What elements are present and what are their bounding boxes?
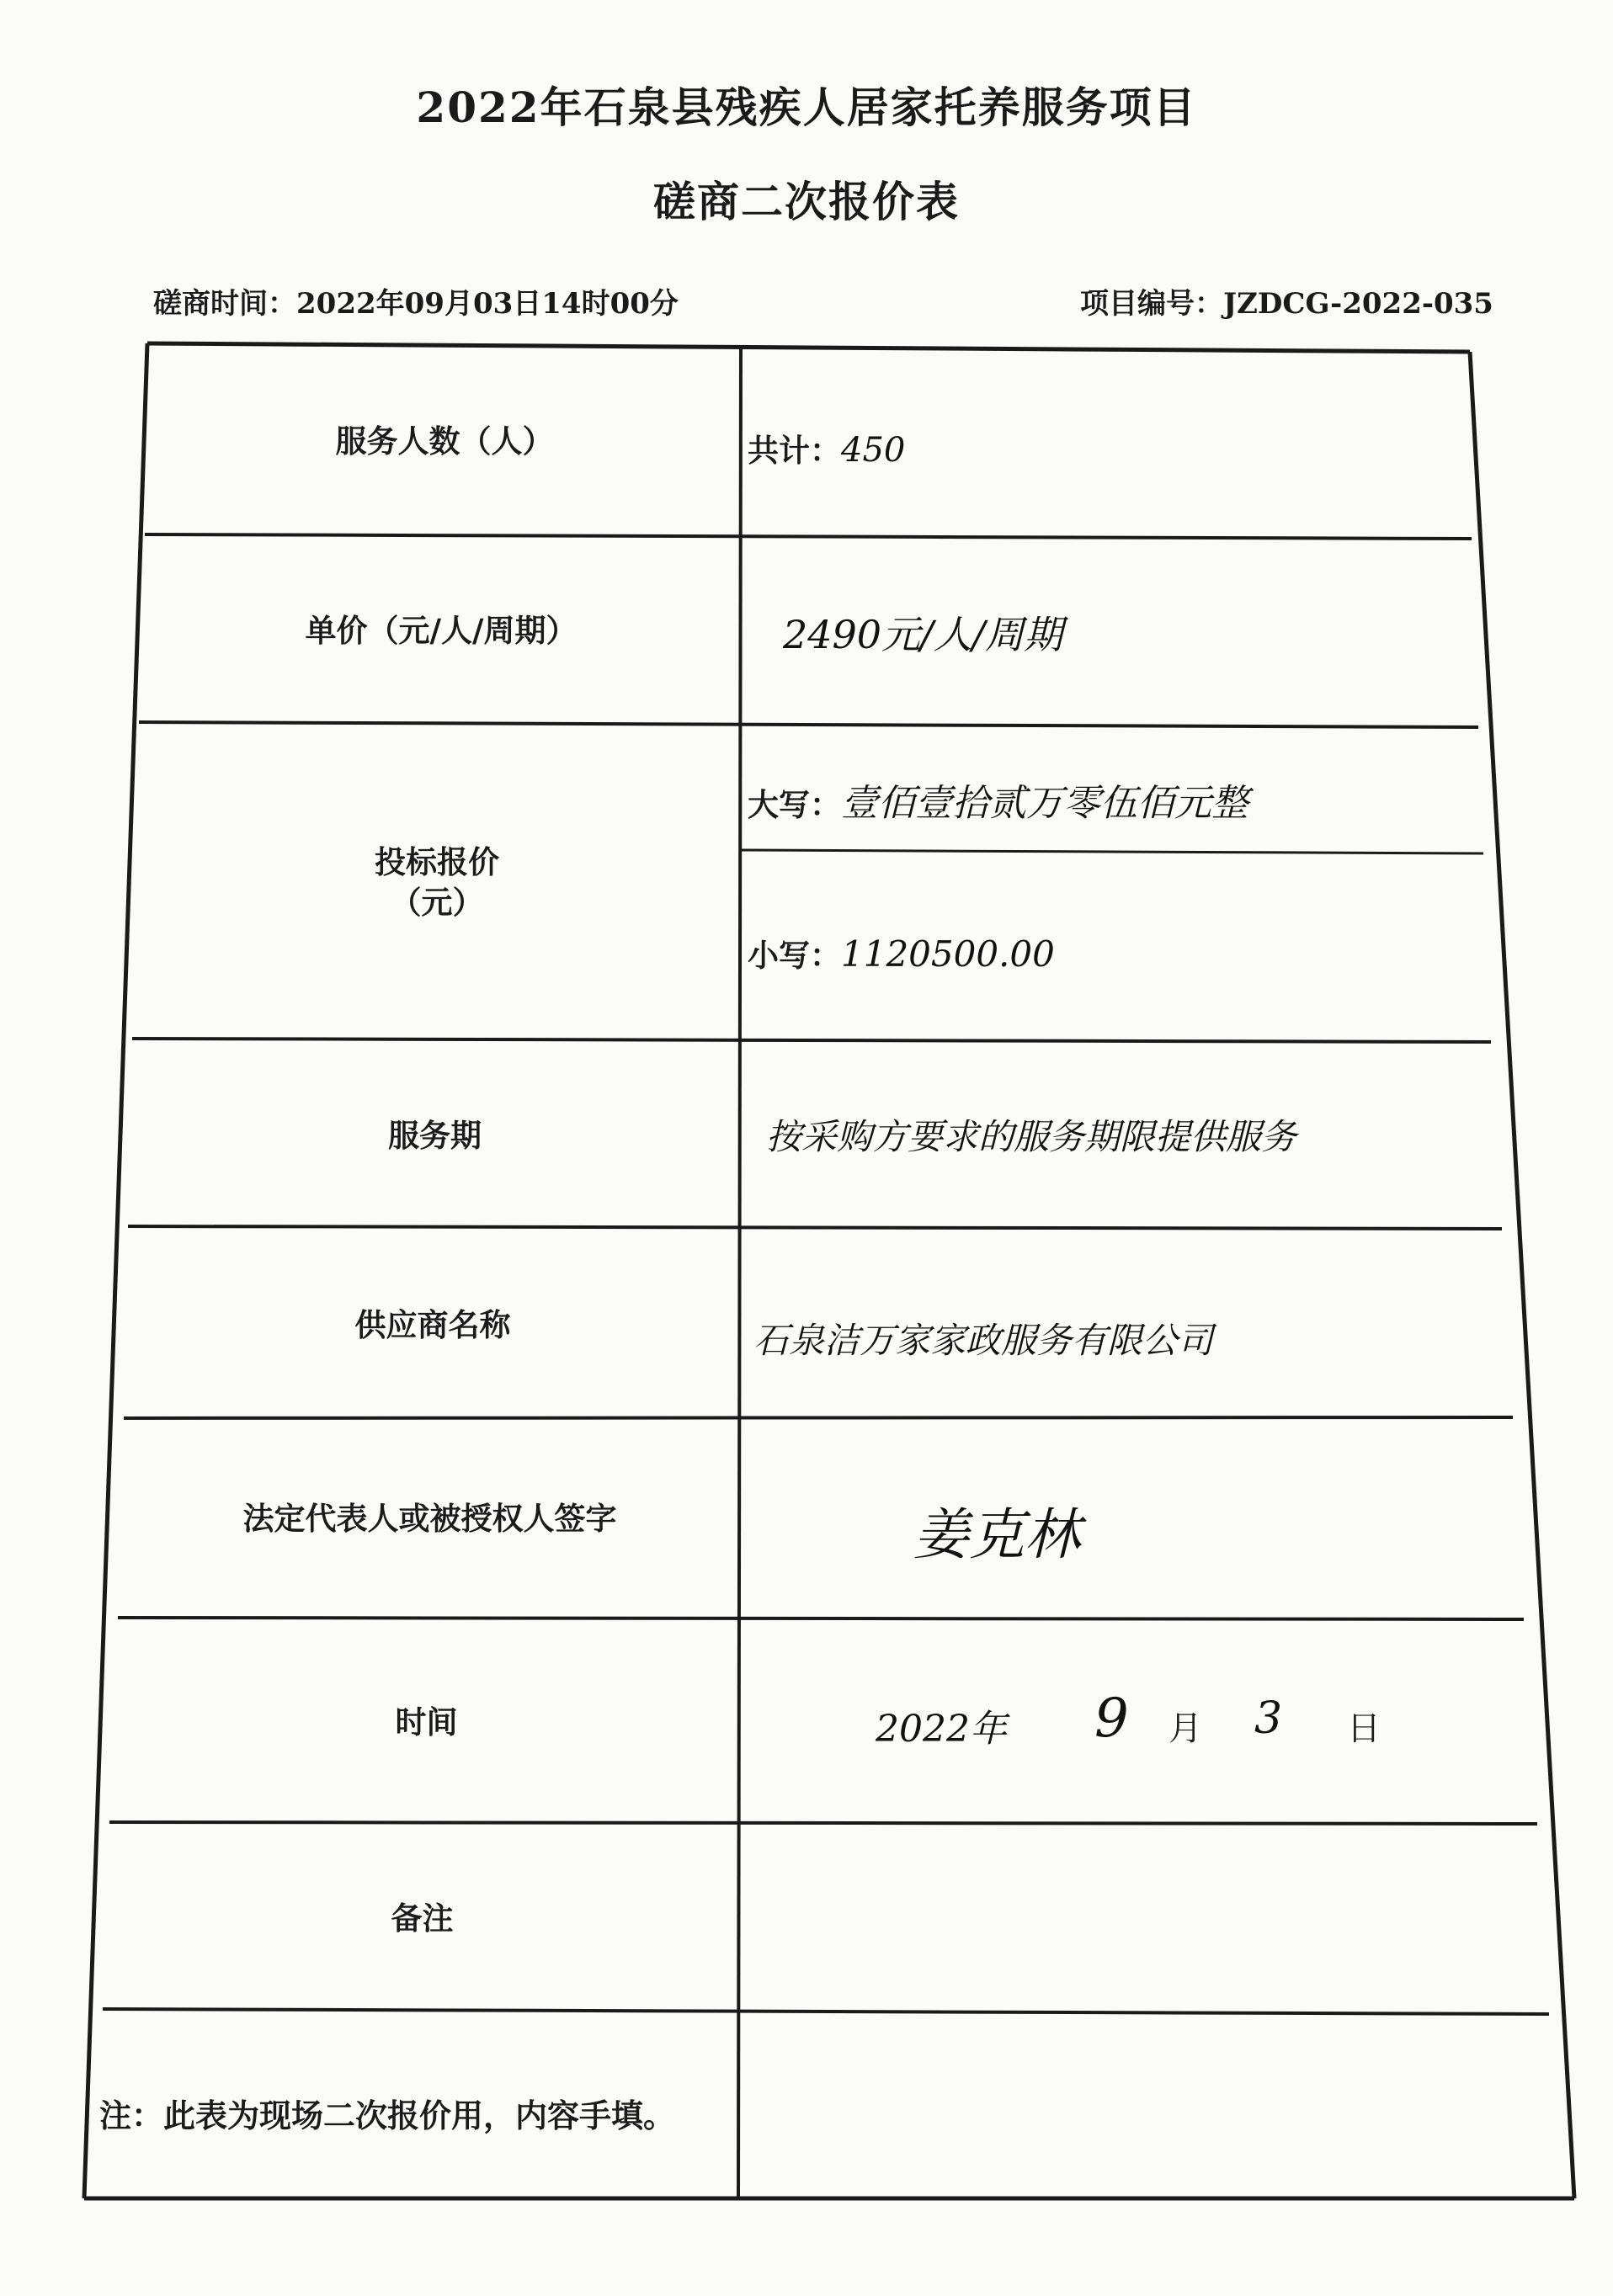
bid-price-label-line1: 投标报价 bbox=[375, 843, 499, 880]
negotiation-time: 磋商时间：2022年09月03日14时00分 bbox=[153, 287, 679, 321]
signature-value: 姜克林 bbox=[913, 1502, 1080, 1567]
date-month-label: 月 bbox=[1168, 1709, 1202, 1748]
bid-price-lower-value: 1120500.00 bbox=[841, 933, 1055, 975]
date-year: 2022年 bbox=[876, 1708, 1007, 1751]
bid-price-label bbox=[135, 842, 739, 922]
bid-price-upper-value: 壹佰壹拾贰万零伍佰元整 bbox=[841, 782, 1248, 825]
supplier-label: 供应商名称 bbox=[354, 1306, 511, 1343]
date-value bbox=[876, 1698, 1007, 1752]
date-day-value: 3 bbox=[1254, 1693, 1283, 1744]
footnote: 注：此表为现场二次报价用，内容手填。 bbox=[99, 2097, 676, 2134]
service-period-value: 按采购方要求的服务期限提供服务 bbox=[766, 1116, 1297, 1157]
people-count-number: 450 bbox=[841, 431, 906, 470]
signature-label: 法定代表人或被授权人签字 bbox=[242, 1500, 617, 1537]
document-subtitle: 磋商二次报价表 bbox=[653, 177, 960, 226]
date-month-value: 9 bbox=[1094, 1687, 1129, 1750]
document-title: 2022年石泉县残疾人居家托养服务项目 bbox=[416, 82, 1197, 132]
unit-price-label: 单价（元/人/周期） bbox=[305, 612, 578, 649]
project-number: 项目编号：JZDCG-2022-035 bbox=[1080, 287, 1493, 321]
bid-price-upper bbox=[748, 773, 1248, 826]
bid-price-lower-prefix: 小写： bbox=[748, 937, 841, 974]
supplier-value: 石泉洁万家家政服务有限公司 bbox=[753, 1320, 1214, 1361]
people-count-prefix: 共计： bbox=[748, 432, 841, 469]
unit-price-value: 2490元/人/周期 bbox=[783, 612, 1063, 657]
people-count-value bbox=[748, 425, 905, 470]
service-period-label: 服务期 bbox=[388, 1117, 482, 1154]
date-day-label: 日 bbox=[1347, 1709, 1381, 1748]
bid-price-label-line2: （元） bbox=[390, 884, 484, 921]
bid-price-lower bbox=[748, 930, 1055, 975]
bid-price-upper-prefix: 大写： bbox=[748, 786, 841, 823]
people-count-label: 服务人数（人） bbox=[335, 423, 554, 460]
remarks-label: 备注 bbox=[391, 1900, 454, 1937]
date-label: 时间 bbox=[395, 1703, 458, 1741]
